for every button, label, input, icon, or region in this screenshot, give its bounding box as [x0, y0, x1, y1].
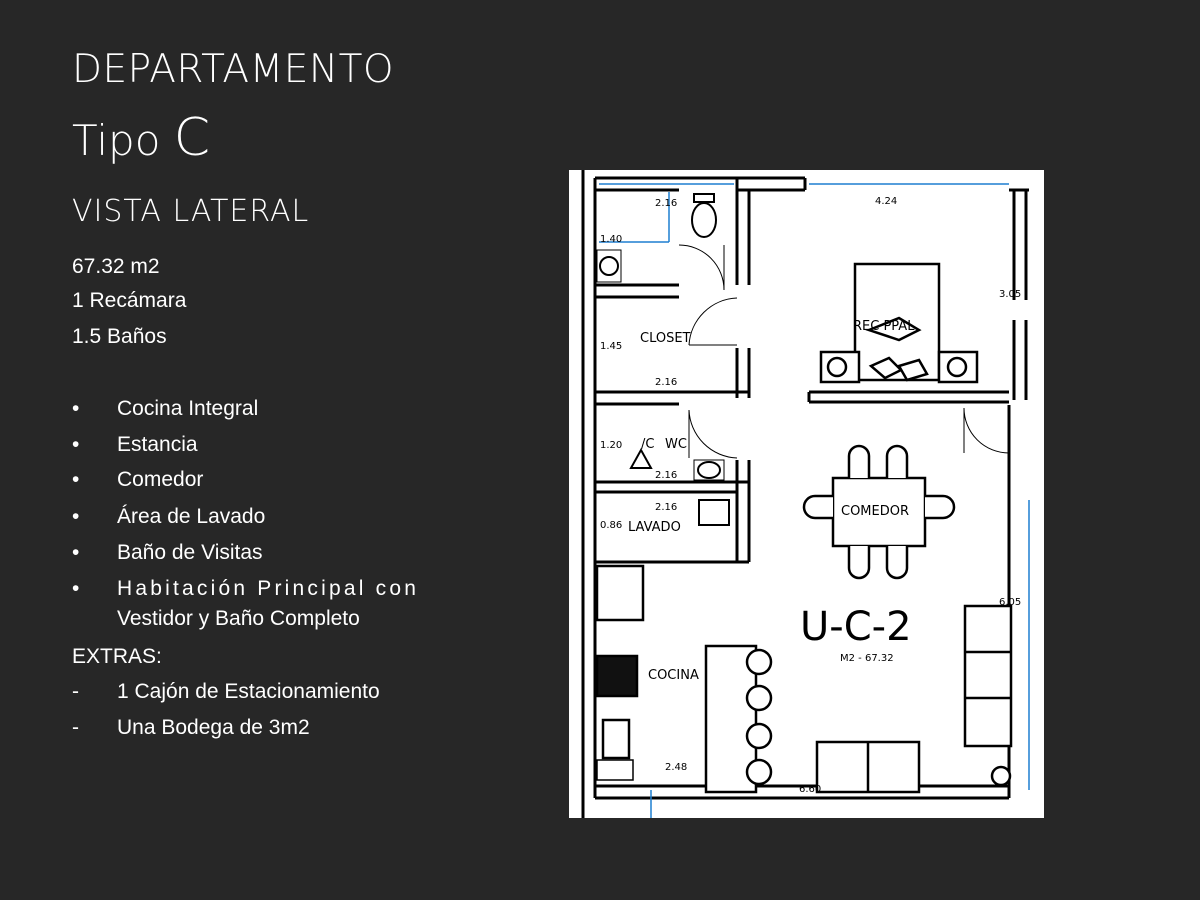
extra-item: [72, 677, 442, 707]
feature-item: [72, 538, 442, 568]
feature-item: [72, 430, 442, 460]
dim-bottom-width: 6.60: [799, 784, 822, 795]
title-tipo-word: Tipo: [72, 116, 174, 165]
extras-heading: EXTRAS:: [72, 645, 162, 668]
dim-laundry-width: 2.16: [655, 502, 678, 513]
dim-laundry-height: 0.86: [600, 520, 623, 531]
title-tipo: [72, 108, 210, 180]
floor-plan: [569, 170, 1044, 818]
subtitle-vista-lateral: VISTA LATERAL: [72, 194, 310, 229]
feature-label: Cocina Integral: [117, 397, 259, 420]
room-label-wc: WC: [665, 437, 687, 452]
feature-label: Área de Lavado: [117, 505, 266, 528]
room-label-closet: CLOSET: [640, 331, 691, 346]
dash-mark: -: [72, 680, 79, 703]
bullet-mark: •: [72, 433, 80, 456]
feature-item: [72, 465, 442, 495]
dim-closet-height: 1.45: [600, 341, 623, 352]
dim-wc-height: 1.20: [600, 440, 623, 451]
feature-item: [72, 394, 442, 424]
feature-item: [72, 502, 442, 532]
dim-kitchen-width: 2.48: [665, 762, 688, 773]
dim-right-total: 6.05: [999, 597, 1022, 608]
walls: [583, 170, 1029, 818]
unit-area: M2 - 67.32: [840, 653, 894, 664]
bullet-mark: •: [72, 505, 80, 528]
feature-label-continued: Vestidor y Baño Completo: [117, 607, 360, 630]
room-label-dining: COMEDOR: [841, 504, 910, 519]
extra-item: [72, 713, 442, 743]
room-label-wc-partial: /C: [641, 437, 655, 452]
feature-label: Estancia: [117, 433, 198, 456]
room-label-laundry: LAVADO: [628, 520, 681, 535]
title-departamento: DEPARTAMENTO: [72, 47, 395, 92]
dim-closet-width: 2.16: [655, 377, 678, 388]
spec-area: 67.32 m2: [72, 255, 160, 278]
title-tipo-letter: C: [173, 108, 211, 168]
dash-mark: -: [72, 716, 79, 739]
dim-top-width: 4.24: [875, 196, 898, 207]
bullet-mark: •: [72, 468, 80, 491]
bullet-mark: •: [72, 541, 80, 564]
spec-baths: 1.5 Baños: [72, 325, 167, 348]
dim-top-left-width: 2.16: [655, 198, 678, 209]
feature-item: [72, 574, 442, 634]
feature-label: Baño de Visitas: [117, 541, 263, 564]
dim-wc-width: 2.16: [655, 470, 678, 481]
dim-bath-height: 1.40: [600, 234, 623, 245]
room-label-bedroom: REC PPAL: [853, 319, 915, 334]
spec-bedrooms: 1 Recámara: [72, 289, 187, 312]
feature-label: Comedor: [117, 468, 204, 491]
floor-plan-drawing: [569, 170, 1044, 818]
bullet-mark: •: [72, 577, 80, 600]
extra-label: Una Bodega de 3m2: [117, 716, 310, 739]
extra-label: 1 Cajón de Estacionamiento: [117, 680, 380, 703]
room-label-kitchen: COCINA: [648, 668, 699, 683]
unit-code: U-C-2: [800, 604, 912, 650]
feature-label: Habitación Principal con: [117, 577, 420, 600]
dim-right-height: 3.05: [999, 289, 1022, 300]
bullet-mark: •: [72, 397, 80, 420]
